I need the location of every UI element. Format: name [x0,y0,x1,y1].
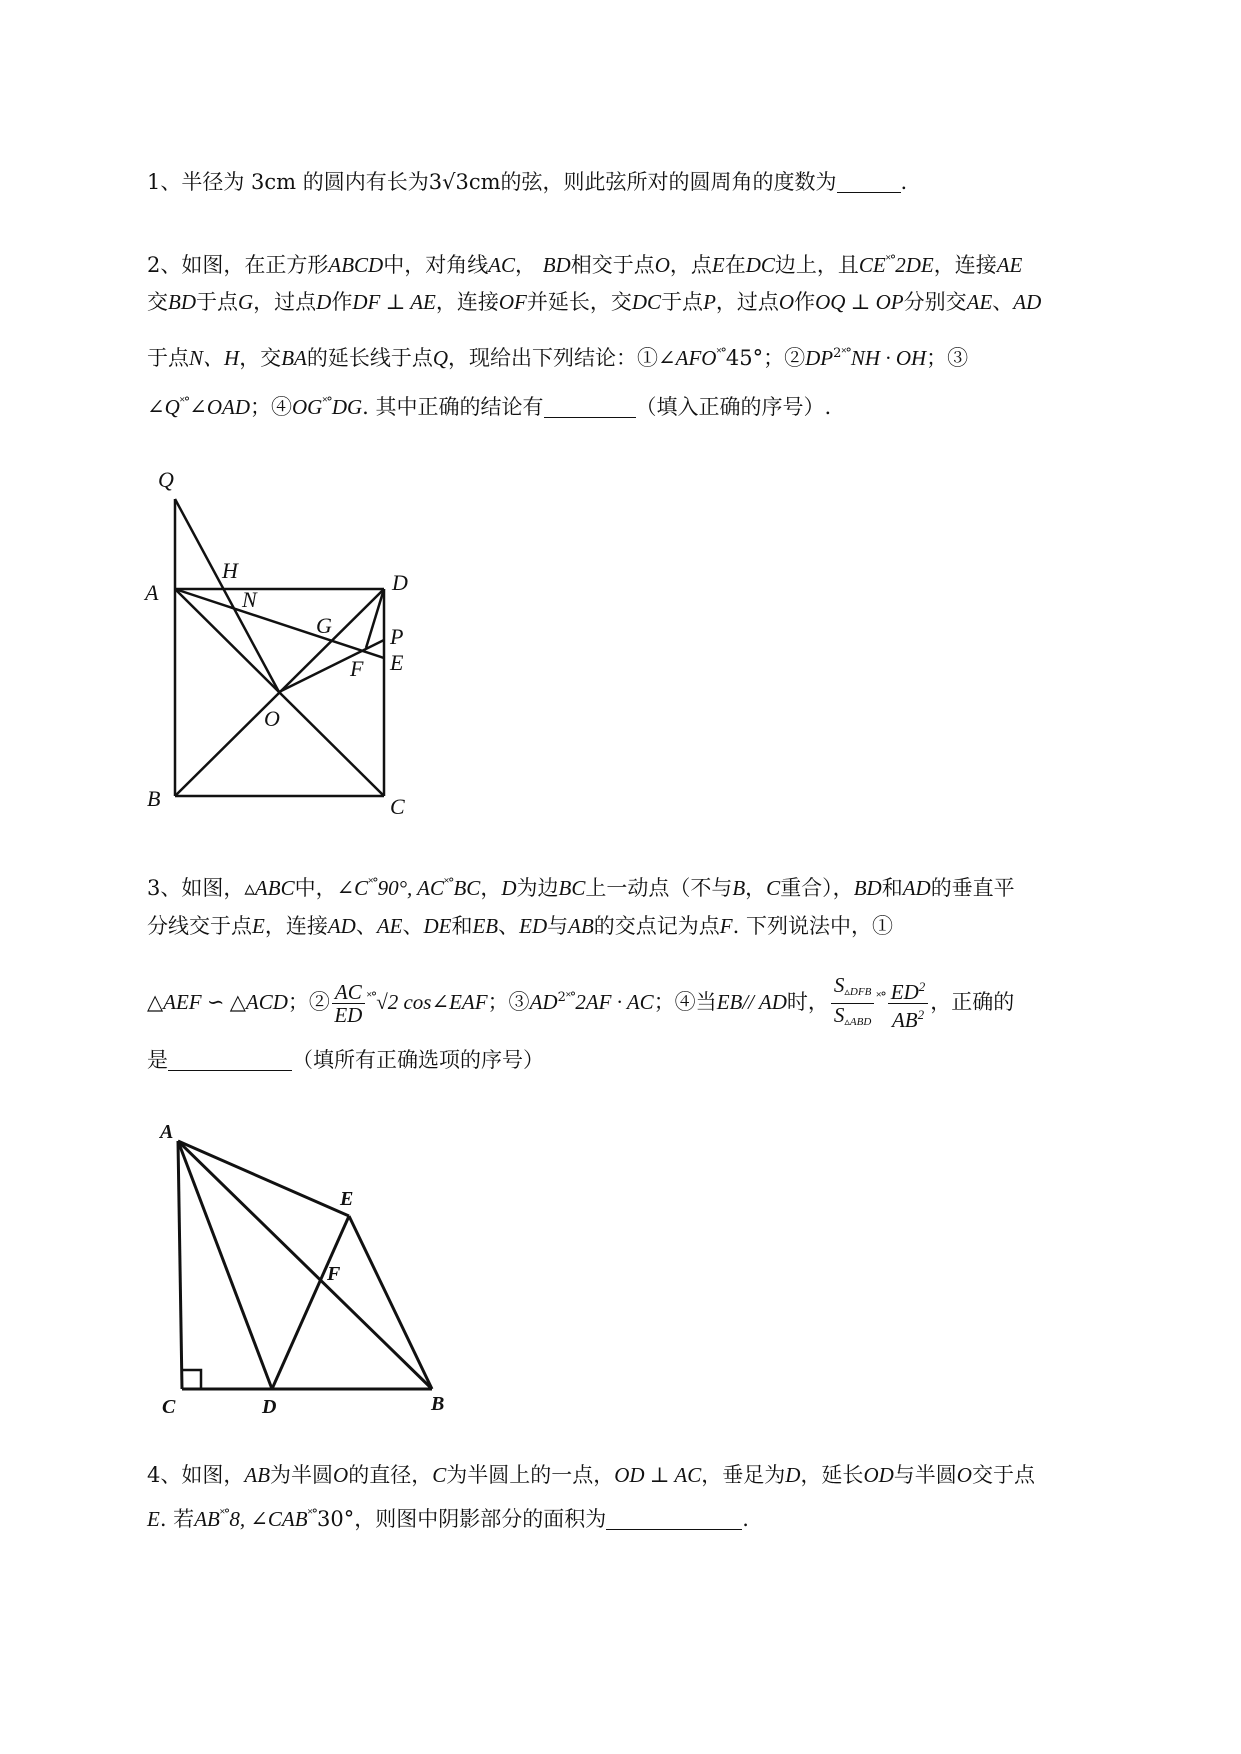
q3-fraction-numerator: AC [332,981,365,1004]
q3-equals-glyph: ˟° [366,990,377,1005]
q2-text: 交 [147,290,168,314]
label-b: B [147,786,161,811]
q2-text: 边上，且 [774,253,859,277]
right-angle-mark [182,1370,201,1389]
q2-text: ；② [763,346,806,370]
q4-text: 4、如图， [147,1463,245,1487]
q2-math: OG [292,395,323,419]
q2-math: AD [1013,290,1042,314]
segment-ad [178,1141,272,1389]
q2-math: AE [966,290,993,314]
label-a: A [145,580,159,605]
label-o: O [264,706,280,731]
q4-text: 为半圆 [270,1463,334,1487]
q4-text: 交于点 [971,1463,1035,1487]
q4-math: AB [194,1507,220,1531]
label-c: C [162,1396,176,1418]
q3-text: 和 [451,914,473,938]
label-n: N [242,587,257,612]
q3-math: EB [472,914,499,938]
q3-text: 、 [498,914,520,938]
q4-text: 与半圆 [893,1463,957,1487]
q3-equals-glyph: ˟° [876,990,886,1005]
q3-math: 2AF · AC [575,990,654,1014]
label-h: H [222,558,238,583]
q3-text: 时， [786,990,829,1014]
q4-math: E [147,1507,160,1531]
q3-math: ▵ABC [244,876,295,900]
q3-fraction-denominator: AB [891,1008,918,1032]
q2-text: ，点 [669,253,712,277]
q3-equals-glyph: ˟° [444,876,454,891]
q4-math: D [785,1463,801,1487]
label-d: D [262,1396,277,1418]
q2-text: ，交 [239,346,282,370]
q2-math: ∠Q [147,395,180,419]
q3-text: ；④当 [653,990,717,1014]
q2-math: O [654,253,670,277]
q2-text: . 其中正确的结论有 [362,395,544,419]
q3-text: . 下列说法中，① [732,914,893,938]
q2-math: AE [996,253,1023,277]
q3-math: √2 cos∠EAF [376,990,488,1014]
q2-math: 45° [725,346,764,370]
q2-math: DF ⊥ AE [352,290,436,314]
q2-text: （填入正确的序号）. [635,395,832,419]
q2-math: DG [331,395,363,419]
segment-eb [349,1216,432,1389]
question-4-line-1 [147,1460,1035,1490]
q3-text: 的垂直平 [930,876,1015,900]
q2-text: 2、如图，在正方形 [147,253,329,277]
q4-equals-glyph: ˟° [307,1507,318,1522]
q4-answer-blank[interactable] [606,1507,742,1530]
q2-square-name: ABCD [328,253,384,277]
q2-text: ，连接 [933,253,997,277]
q3-text: ，连接 [264,914,328,938]
q3-equals-glyph: ˟° [368,876,378,891]
q3-math: AD [529,990,558,1014]
q4-math: OD [863,1463,894,1487]
q2-math: OF [498,290,527,314]
q3-text: 重合）， [780,876,854,900]
q2-equals-glyph: ˟° [322,395,332,410]
q2-equals-glyph: ˟° [885,253,896,268]
q4-math: OD ⊥ AC [614,1463,702,1487]
q4-text: ，垂足为 [701,1463,786,1487]
label-e: E [390,650,404,675]
q3-text: 是 [147,1048,168,1072]
q2-math: AC [488,253,516,277]
q4-text: 为半圆上的一点， [446,1463,615,1487]
q3-math: B [732,876,746,900]
q2-math: BD [168,290,196,314]
q2-text: 于点 [147,346,189,370]
q3-text: 中， [294,876,337,900]
q2-math: BD [542,253,571,277]
q3-math: 90°, AC [377,876,445,900]
q2-math: DP [805,346,834,370]
label-q: Q [158,467,174,492]
q4-math: 8, ∠CAB [229,1507,308,1531]
q3-math: △AEF ∽ △ACD [147,990,288,1014]
q2-math: DC [631,290,662,314]
q3-fraction-denominator: ED [334,1003,363,1027]
q2-text: ；③ [926,346,969,370]
q2-math: P [703,290,716,314]
q4-text: 的直径， [348,1463,433,1487]
q3-text: ；③ [487,990,530,1014]
q3-math: AD [327,914,356,938]
q3-math: ED [519,914,548,938]
q3-math: DE [423,914,452,938]
label-b: B [431,1393,445,1415]
q4-math: C [432,1463,447,1487]
q2-math: 2DE [895,253,934,277]
label-f: F [350,656,364,681]
q4-equals-glyph: ˟° [219,1507,230,1522]
label-p: P [390,624,404,649]
q3-math: C [766,876,781,900]
question-4-line-2 [147,1500,749,1534]
q3-text: 3、如图， [147,876,245,900]
q3-superscript: 2 [918,979,926,994]
q2-text: ；④ [250,395,292,419]
q4-math: 30° [317,1507,355,1531]
label-e: E [340,1188,354,1210]
q2-math: ∠AFO [658,346,717,370]
q3-math: AD [902,876,931,900]
q2-text: 、 [992,290,1014,314]
segment-de [272,1216,349,1389]
q4-text: ，延长 [800,1463,864,1487]
q4-math: O [333,1463,349,1487]
q3-math: D [501,876,517,900]
q1-text-b: 的弦，则此弦所对的圆周角的度数为 [500,170,837,194]
q3-math: BC [453,876,481,900]
q3-text: 和 [881,876,903,900]
q2-math: NH · OH [850,346,927,370]
q2-text: ， [515,253,537,277]
q2-text: 并延长，交 [526,290,632,314]
q2-math: BA [281,346,307,370]
q3-superscript: 2 [917,1007,925,1022]
label-c: C [390,794,405,819]
q2-text: 中，对角线 [383,253,489,277]
q1-text-a: 1、半径为 3cm 的圆内有长为 [147,170,429,194]
q3-text: （填所有正确选项的序号） [292,1048,544,1072]
q3-text: ， [745,876,767,900]
q3-text: 为边 [516,876,559,900]
label-a: A [160,1121,174,1143]
q4-end: . [742,1507,749,1531]
q3-text: 与 [547,914,569,938]
q2-text: ，现给出下列结论：① [448,346,659,370]
q3-area-subscript: ▵ABD [844,1016,872,1028]
q4-math: AB [244,1463,271,1487]
q3-math: ∠C [336,876,369,900]
q2-text: ，过点 [715,290,779,314]
q2-text: 作 [794,290,816,314]
q2-math: N、H [189,346,240,370]
q2-text: ，过点 [253,290,317,314]
q4-text: . 若 [159,1507,195,1531]
q2-math: E [711,253,725,277]
q2-math: CE [858,253,886,277]
q2-text: 的延长线于点 [306,346,433,370]
q3-text: 的交点记为点 [593,914,720,938]
q2-math: DC [745,253,775,277]
q3-superscript: 2 [557,990,566,1005]
q2-math: Q [432,346,449,370]
q3-area-s: S [833,1003,845,1027]
q2-equals-glyph: ˟° [841,346,851,361]
q2-text: ，连接 [435,290,499,314]
q1-radical: 3√3cm [428,170,501,194]
q3-math: BD [853,876,882,900]
q2-math: ∠OAD [189,395,250,419]
q1-end: . [900,170,908,194]
q2-text: 在 [724,253,746,277]
q2-math: D [316,290,332,314]
q3-text: 上一动点（不与 [585,876,733,900]
q3-math: AB [568,914,594,938]
label-g: G [316,613,332,638]
q2-math: O [778,290,795,314]
q3-text: 分线交于点 [147,914,252,938]
q2-superscript: 2 [833,346,842,361]
q2-equals-glyph: ˟° [179,395,190,410]
q2-text: 作 [331,290,353,314]
q3-math: F [719,914,733,938]
segment-ac [178,1141,182,1389]
q3-equals-glyph: ˟° [565,990,576,1005]
q3-area-subscript: ▵DFB [844,986,872,998]
q2-math: OQ ⊥ OP [815,290,904,314]
segment-ab [178,1141,432,1389]
q2-text: 于点 [661,290,704,314]
q3-math: AE [376,914,403,938]
q2-equals-glyph: ˟° [716,346,726,361]
q3-text: 、 [402,914,424,938]
q3-area-s: S [833,973,845,997]
q3-math: E [252,914,265,938]
q3-text: ；② [287,990,330,1014]
q3-math: EB// AD [716,990,787,1014]
q2-math: G [238,290,254,314]
q3-text: 、 [355,914,377,938]
q2-text: 相交于点 [570,253,655,277]
q3-text: ， [480,876,502,900]
q3-fraction-numerator: ED [890,980,919,1004]
q2-text: 于点 [196,290,238,314]
q3-text: ，正确的 [930,990,1015,1014]
label-d: D [392,570,408,595]
q3-math: BC [558,876,586,900]
q2-text: 分别交 [903,290,967,314]
q4-math: O [956,1463,972,1487]
label-f: F [327,1263,341,1285]
q4-text: ，则图中阴影部分的面积为 [354,1507,607,1531]
